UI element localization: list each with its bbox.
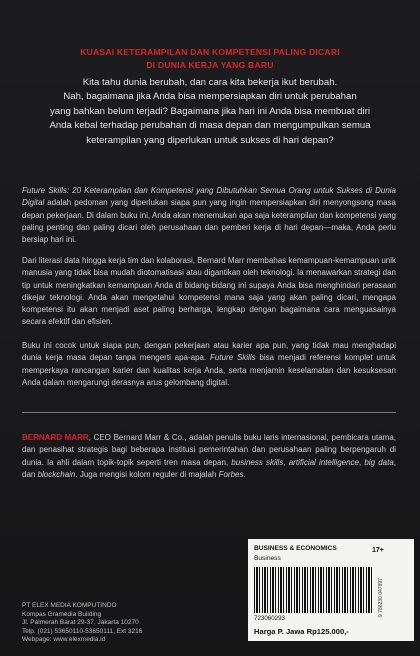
age-rating: 17+ — [372, 547, 384, 554]
heading-line-2: DI DUNIA KERJA YANG BARU — [146, 60, 274, 70]
book-category: BUSINESS & ECONOMICS — [254, 545, 337, 552]
description-paragraph-3 — [22, 340, 396, 389]
topic-1: business skills — [231, 457, 284, 467]
paragraph-3-italic: Future Skills — [210, 353, 256, 363]
author-bio-end: . — [243, 469, 246, 479]
intro-line-3: yang bahkan belum terjadi? Bagaimana jika hari ini Anda bisa membuat diri — [50, 105, 370, 117]
product-code: 723060293 — [254, 615, 285, 622]
paragraph-2-body: Dari literasi data hingga kerja tim dan kolaborasi, Bernard Marr membahas kemampuan-kemampuan unik manusia yang tidak bisa mudah diotomatisasi atau digantikan oleh teknologi. Ia menawarkan strategi dan tip untuk meningkatkan kemampuan Anda di bidang-bidang ini supaya Anda bisa menghindari perasaan dikejar teknologi. Anda akan mengetahui kompetensi mana saja yang akan paling dicari, mengapa kompetensi itu akan menjadi aset paling berharga, lengkap dengan bagaimana cara menguasainya secara efektif dan efisien. — [22, 256, 396, 327]
isbn-vertical: 9 786230 047897 — [378, 578, 384, 617]
book-title-italic: Future Skills: 20 Keterampilan dan Kompetensi yang Dibutuhkan Semua Orang untuk Sukses di Dunia Digital — [22, 186, 396, 208]
heading-line-1: KUASAI KETERAMPILAN DAN KOMPETENSI PALING DICARI — [80, 47, 340, 57]
description-paragraph-1 — [22, 185, 396, 246]
publisher-name: PT ELEX MEDIA KOMPUTINDO — [22, 602, 117, 609]
author-name: BERNARD MARR — [22, 433, 89, 442]
sep-3: , dan — [22, 457, 397, 479]
publisher-web: Webpage: www.elexmedia.id — [22, 636, 106, 644]
intro-line-5: keterampilan yang diperlukan untuk sukses di hari depan? — [86, 134, 334, 146]
intro-text — [28, 76, 392, 148]
author-bio — [22, 432, 396, 481]
price-label: Harga P. Jawa Rp125.000,- — [254, 627, 349, 636]
barcode-icon — [254, 567, 372, 613]
intro-line-4: Anda kebal terhadap perubahan di masa depan dan mengumpulkan semua — [49, 120, 371, 132]
publisher-phone: Telp. (021) 53650110-53650111, Ext 3216 — [22, 627, 143, 635]
paragraph-1-body: adalah pedoman yang diperlukan siapa pun yang ingin mempersiapkan diri menyongsong masa depan pekerjaan. Di dalam buku ini, Anda akan menemukan apa saja keterampilan dan kompetensi yang paling penting dan paling dicari oleh perusahaan dan pemberi kerja di hari depan—maka, Anda perlu bersiap hari ini. — [22, 198, 396, 245]
publisher-building: Kompas Gramedia Building — [22, 610, 102, 618]
author-bio-text: , CEO Bernard Marr & Co., adalah penulis buku laris internasional, pembicara utama, dan penasihat strategis bagi beberapa institusi pemerintahan dan perusahaan paling berpengaruh di dunia. Ia ahli dalam topik-topik seperti tren masa depan, — [22, 433, 396, 467]
description-paragraph-2 — [22, 255, 396, 329]
book-subcategory: Business — [254, 555, 281, 562]
section-divider — [22, 412, 396, 413]
topic-2: artificial intelligence — [288, 457, 360, 467]
sep-2: , — [359, 457, 365, 467]
author-bio-text-2: . Juga mengisi kolom reguler di majalah — [75, 469, 219, 479]
topic-3: big data — [364, 457, 394, 467]
paragraph-3-text: Buku ini cocok untuk siapa pun, dengan pekerjaan atau karier apa pun, yang tidak mau menghadapi dunia kerja masa depan tanpa mengerti apa-apa. — [22, 341, 396, 363]
paragraph-3-text-end: bisa menjadi referensi komplet untuk memperkaya rancangan karier dan kualitas kerja Anda, serta menjamin keselamatan dan kesuksesan Anda dalam mengarungi derasnya arus gelombang digital. — [22, 353, 397, 387]
sep-1: , — [283, 457, 289, 467]
topic-4: blockchain — [37, 469, 76, 479]
publisher-address: Jl. Palmerah Barat 29-37, Jakarta 10270 — [22, 619, 139, 627]
publisher-info — [22, 602, 232, 645]
intro-line-2: Nah, bagaimana jika Anda bisa mempersiapkan diri untuk perubahan — [63, 91, 357, 103]
magazine-name: Forbes — [218, 469, 244, 479]
cover-heading — [40, 46, 380, 72]
barcode-label — [248, 539, 414, 641]
intro-line-1: Kita tahu dunia berubah, dan cara kita bekerja ikut berubah. — [82, 77, 338, 88]
